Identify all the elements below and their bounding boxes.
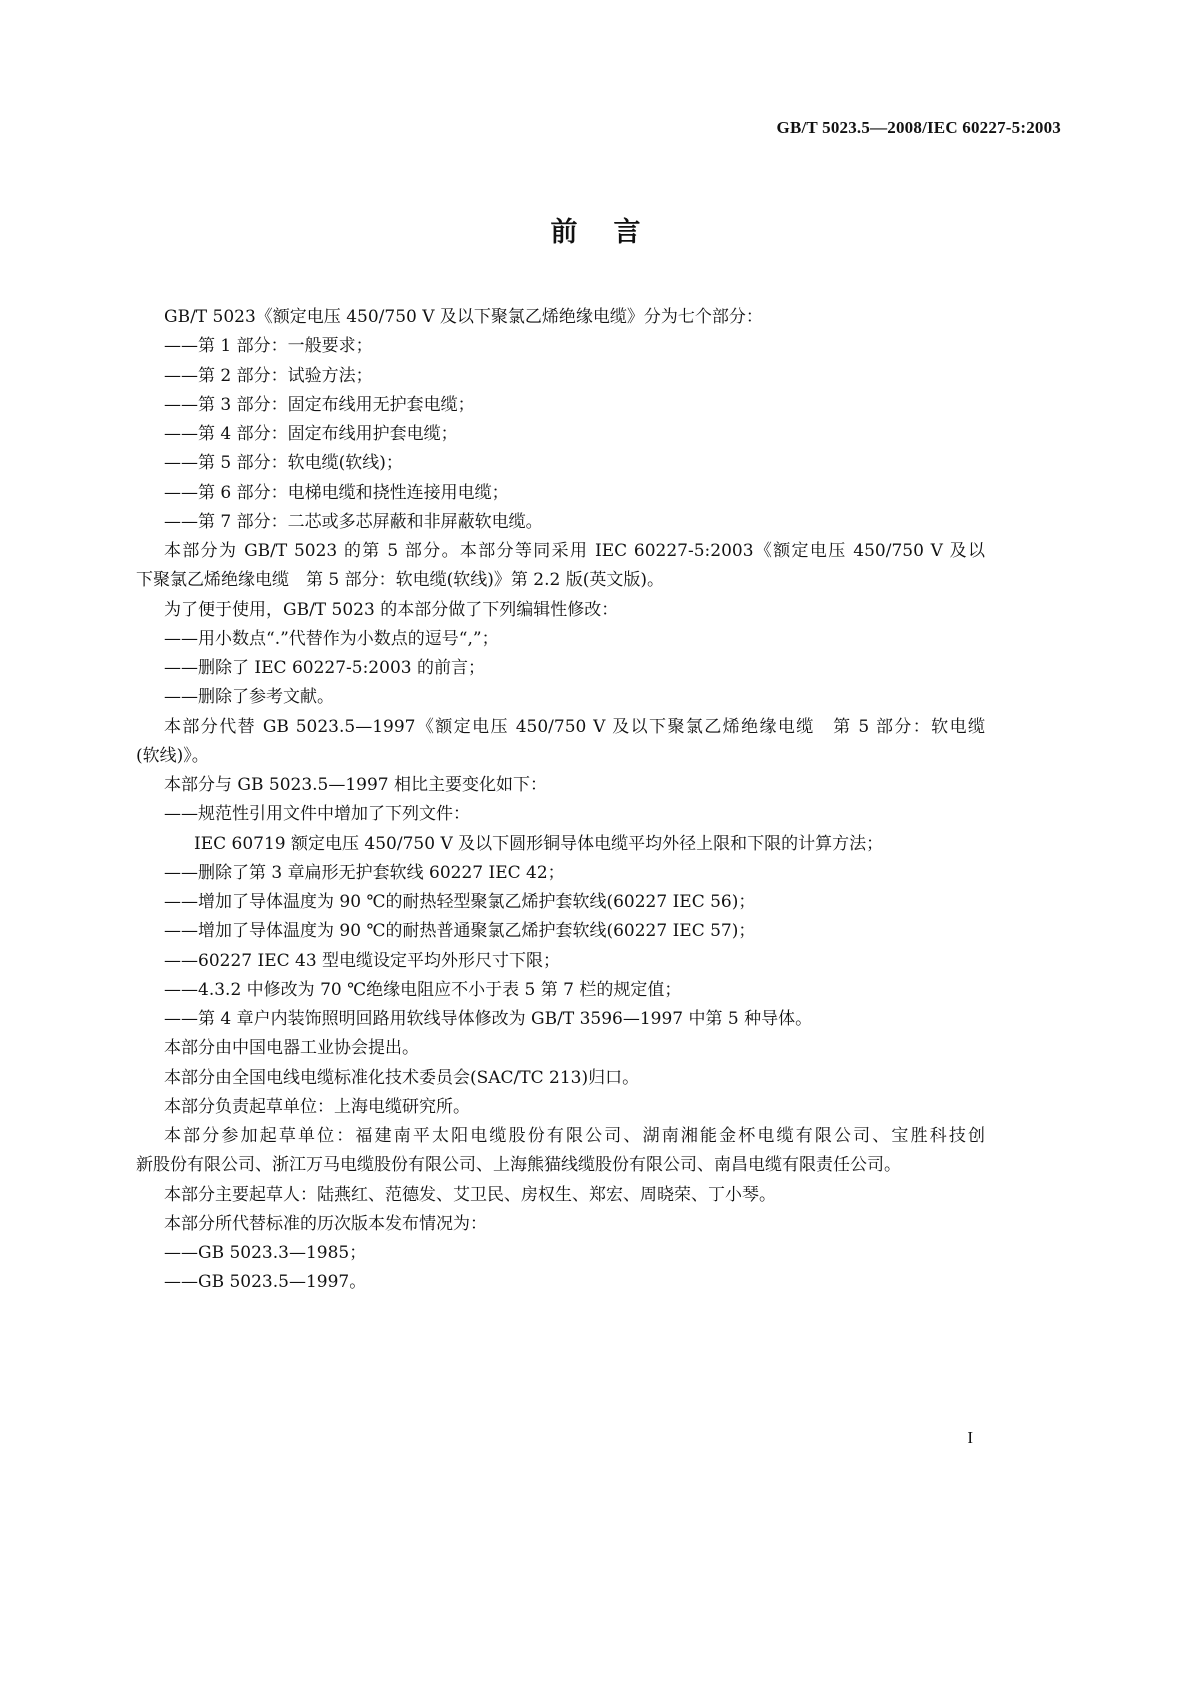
text-line: 下聚氯乙烯绝缘电缆 第 5 部分：软电缆(软线)》第 2.2 版(英文版)。 bbox=[136, 570, 664, 591]
foreword-body bbox=[136, 303, 985, 1298]
page-number: I bbox=[967, 1428, 973, 1447]
text-line: 本部分由中国电器工业协会提出。 bbox=[164, 1038, 419, 1059]
text-line: 本部分负责起草单位：上海电缆研究所。 bbox=[164, 1096, 470, 1117]
text-line: ——第 6 部分：电梯电缆和挠性连接用电缆； bbox=[164, 482, 509, 503]
text-line: GB/T 5023《额定电压 450/750 V 及以下聚氯乙烯绝缘电缆》分为七个部分： bbox=[164, 307, 763, 327]
text-line: ——第 1 部分：一般要求； bbox=[164, 336, 373, 357]
text-line: 本部分所代替标准的历次版本发布情况为： bbox=[164, 1213, 487, 1234]
text-line: 本部分与 GB 5023.5—1997 相比主要变化如下： bbox=[164, 775, 548, 795]
text-line: ——4.3.2 中修改为 70 ℃绝缘电阻应不小于表 5 第 7 栏的规定值； bbox=[164, 979, 682, 1000]
text-line: ——第 4 章户内装饰照明回路用软线导体修改为 GB/T 3596—1997 中第 5 种导体。 bbox=[164, 1009, 813, 1029]
text-line: ——第 2 部分：试验方法； bbox=[164, 365, 373, 386]
text-line: 为了便于使用，GB/T 5023 的本部分做了下列编辑性修改： bbox=[164, 599, 619, 620]
text-line: ——第 4 部分：固定布线用护套电缆； bbox=[164, 424, 458, 444]
text-line: 新股份有限公司、浙江万马电缆股份有限公司、上海熊猫线缆股份有限公司、南昌电缆有限责任公司。 bbox=[136, 1155, 901, 1176]
text-line: (软线)》。 bbox=[136, 745, 209, 766]
text-line: ——第 3 部分：固定布线用无护套电缆； bbox=[164, 394, 475, 415]
text-line: ——用小数点“.”代替作为小数点的逗号“,”； bbox=[164, 628, 499, 649]
text-line: 本部分代替 GB 5023.5—1997《额定电压 450/750 V 及以下聚氯乙烯绝缘电缆 第 5 部分：软电缆 bbox=[164, 716, 985, 737]
text-line: ——规范性引用文件中增加了下列文件： bbox=[164, 804, 470, 825]
text-line: ——60227 IEC 43 型电缆设定平均外形尺寸下限； bbox=[164, 950, 561, 971]
text-line: ——删除了第 3 章扁形无护套软线 60227 IEC 42； bbox=[164, 862, 565, 883]
text-line: 本部分参加起草单位：福建南平太阳电缆股份有限公司、湖南湘能金杯电缆有限公司、宝胜科技创 bbox=[164, 1126, 985, 1146]
text-line: ——删除了 IEC 60227-5:2003 的前言； bbox=[164, 658, 485, 678]
text-line: ——GB 5023.3—1985； bbox=[164, 1243, 367, 1263]
text-line: ——增加了导体温度为 90 ℃的耐热普通聚氯乙烯护套软线(60227 IEC 57)； bbox=[164, 921, 756, 942]
text-line: ——第 5 部分：软电缆(软线)； bbox=[164, 453, 403, 474]
text-line: 本部分为 GB/T 5023 的第 5 部分。本部分等同采用 IEC 60227-5:2003《额定电压 450/750 V 及以 bbox=[164, 541, 985, 561]
text-line: 本部分由全国电线电缆标准化技术委员会(SAC/TC 213)归口。 bbox=[164, 1067, 640, 1088]
standard-code-header: GB/T 5023.5—2008/IEC 60227-5:2003 bbox=[776, 118, 1061, 137]
page-title: 前言 bbox=[550, 217, 677, 248]
text-line: ——GB 5023.5—1997。 bbox=[164, 1272, 367, 1293]
text-line: ——增加了导体温度为 90 ℃的耐热轻型聚氯乙烯护套软线(60227 IEC 56)； bbox=[164, 892, 756, 912]
text-line: 本部分主要起草人：陆燕红、范德发、艾卫民、房权生、郑宏、周晓荣、丁小琴。 bbox=[164, 1184, 776, 1205]
text-line: ——删除了参考文献。 bbox=[164, 687, 334, 708]
text-line: ——第 7 部分：二芯或多芯屏蔽和非屏蔽软电缆。 bbox=[164, 511, 543, 532]
text-line: IEC 60719 额定电压 450/750 V 及以下圆形铜导体电缆平均外径上限和下限的计算方法； bbox=[194, 833, 884, 854]
